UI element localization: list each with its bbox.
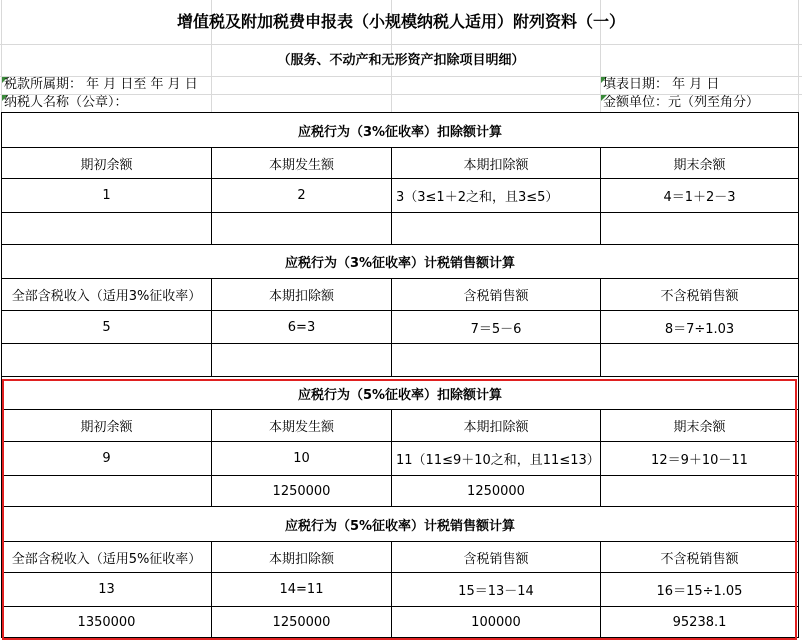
section-header-3pct-deduction	[2, 113, 799, 148]
section-title: 应税行为（5%征收率）计税销售额计算	[2, 507, 799, 542]
column-header: 本期扣除额	[212, 279, 392, 311]
column-header: 期初余额	[2, 148, 212, 179]
value-row	[2, 607, 799, 638]
column-header: 本期发生额	[212, 148, 392, 179]
header-row	[2, 542, 799, 573]
section-title: 应税行为（3%征收率）计税销售额计算	[2, 245, 799, 279]
line-code: 15＝13－14	[392, 573, 601, 607]
code-row	[2, 311, 799, 344]
line-code: 2	[212, 179, 392, 213]
line-code: 3（3≤1＋2之和，且3≤5）	[392, 179, 601, 213]
column-header: 全部含税收入（适用5%征收率）	[2, 542, 212, 573]
value-row	[2, 476, 799, 507]
column-header: 本期扣除额	[392, 148, 601, 179]
column-header: 本期发生额	[212, 410, 392, 442]
line-code: 10	[212, 442, 392, 476]
line-code: 13	[2, 573, 212, 607]
value-cell[interactable]	[2, 476, 212, 507]
section-header-5pct-deduction	[2, 377, 799, 410]
deduction-table	[1, 112, 799, 638]
line-code: 4＝1＋2－3	[601, 179, 799, 213]
fill-date: 填表日期： 年 月 日	[603, 77, 720, 92]
code-row	[2, 573, 799, 607]
form-title: 增值税及附加税费申报表（小规模纳税人适用）附列资料（一）	[176, 12, 625, 31]
column-header: 本期扣除额	[212, 542, 392, 573]
value-cell[interactable]: 1250000	[212, 607, 392, 638]
line-code: 1	[2, 179, 212, 213]
value-cell[interactable]: 1250000	[212, 476, 392, 507]
value-cell[interactable]	[2, 213, 212, 245]
form-subtitle: （服务、不动产和无形资产扣除项目明细）	[277, 53, 525, 68]
value-cell[interactable]: 95238.1	[601, 607, 799, 638]
section-title: 应税行为（5%征收率）扣除额计算	[2, 377, 799, 410]
value-cell[interactable]	[2, 344, 212, 377]
column-header: 期初余额	[2, 410, 212, 442]
column-header: 期末余额	[601, 410, 799, 442]
column-header: 不含税销售额	[601, 279, 799, 311]
value-cell[interactable]	[601, 213, 799, 245]
value-cell[interactable]	[601, 476, 799, 507]
tax-period: 税款所属期： 年 月 日至 年 月 日	[4, 77, 198, 92]
column-header: 含税销售额	[392, 279, 601, 311]
column-header: 含税销售额	[392, 542, 601, 573]
line-code: 6=3	[212, 311, 392, 344]
header-row	[2, 148, 799, 179]
line-code: 7＝5－6	[392, 311, 601, 344]
header-row	[2, 279, 799, 311]
column-header: 本期扣除额	[392, 410, 601, 442]
section-header-5pct-sales	[2, 507, 799, 542]
value-cell[interactable]	[212, 213, 392, 245]
value-cell[interactable]	[212, 344, 392, 377]
code-row	[2, 179, 799, 213]
value-cell[interactable]: 1350000	[2, 607, 212, 638]
amount-unit: 金额单位：元（列至角分）	[603, 95, 760, 110]
column-header: 全部含税收入（适用3%征收率）	[2, 279, 212, 311]
value-cell[interactable]: 100000	[392, 607, 601, 638]
header-row	[2, 410, 799, 442]
value-cell[interactable]	[392, 213, 601, 245]
section-title: 应税行为（3%征收率）扣除额计算	[2, 113, 799, 148]
code-row	[2, 442, 799, 476]
line-code: 5	[2, 311, 212, 344]
taxpayer-name: 纳税人名称（公章）：	[4, 95, 128, 110]
column-header: 不含税销售额	[601, 542, 799, 573]
line-code: 12＝9＋10－11	[601, 442, 799, 476]
line-code: 11（11≤9＋10之和，且11≤13）	[392, 442, 601, 476]
gridline-row-1	[0, 44, 802, 45]
section-header-3pct-sales	[2, 245, 799, 279]
line-code: 9	[2, 442, 212, 476]
value-row	[2, 213, 799, 245]
value-row	[2, 344, 799, 377]
line-code: 16＝15÷1.05	[601, 573, 799, 607]
line-code: 14=11	[212, 573, 392, 607]
value-cell[interactable]	[392, 344, 601, 377]
line-code: 8＝7÷1.03	[601, 311, 799, 344]
value-cell[interactable]	[601, 344, 799, 377]
value-cell[interactable]: 1250000	[392, 476, 601, 507]
column-header: 期末余额	[601, 148, 799, 179]
